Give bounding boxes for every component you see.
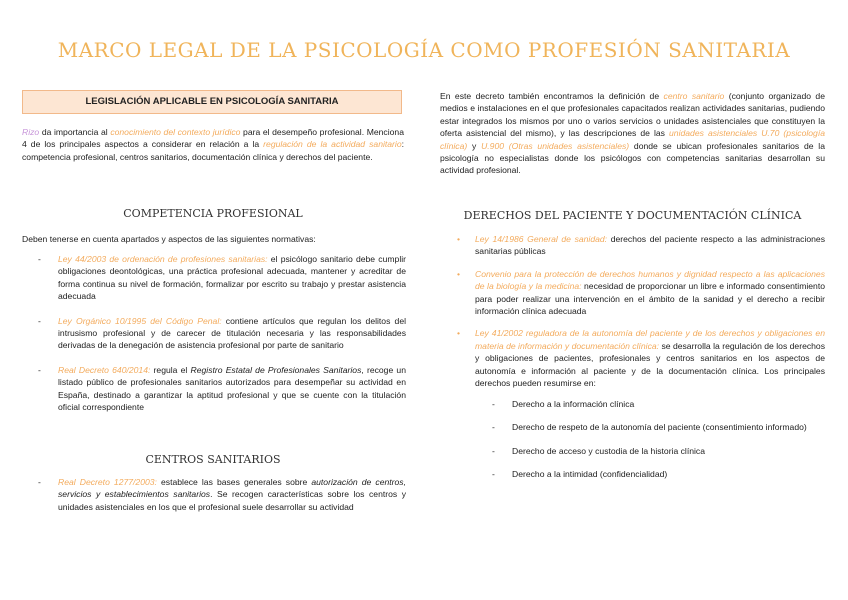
competencia-heading: COMPETENCIA PROFESIONAL: [123, 207, 303, 220]
page-title: MARCO LEGAL DE LA PSICOLOGÍA COMO PROFESIÓN SANITARIA: [57, 38, 791, 62]
competencia-list: [38, 253, 406, 425]
derechos-list: [455, 233, 825, 399]
list-item: • Ley 41/2002 reguladora de la autonomía del paciente y de los derechos y obligaciones en materia de información y documentación clínica: se desarrolla la regulación de los derechos y obligaciones de pacientes, profesionales y centros sanitarios en los aspectos de autonomía e información al paciente y de la documentación clínica. Los principales derechos pueden resumirse en:: [455, 327, 825, 389]
list-item: - Derecho de respeto de la autonomía del paciente (consentimiento informado): [492, 421, 825, 433]
list-item: - Ley 44/2003 de ordenación de profesiones sanitarias: el psicólogo sanitario debe cumplir obligaciones deontológicas, una práctica profesional adecuada, mantener y acreditar de forma continua su nivel de formación, formalizar por escrito su trabajo y prestar asistencia adecuada: [38, 253, 406, 303]
list-item: - Real Decreto 1277/2003: establece las bases generales sobre autorización de centros, servicios y establecimientos sanitarios. Se recogen características sobre los centros y unidades asistenciales en los que el profesional suele desarrollar su actividad: [38, 476, 406, 513]
list-item: - Derecho a la intimidad (confidencialidad): [492, 468, 825, 480]
right-intro-paragraph: En este decreto también encontramos la definición de centro sanitario (conjunto organizado de medios e instalaciones en el que profesionales capacitados realizan actividades sanitarias, pudiendo estar integrados los mismos por uno o varios servicios o unidades asistenciales que constituyen la oferta asistencial del mismo), y las descripciones de las unidades asistenciales U.70 (psicología clínica) y U.900 (Otras unidades asistenciales) donde se ubican profesionales sanitarios de la psicología no especialistas donde los psicólogos con competencias sanitarias desarrollan su actividad profesional.: [440, 91, 826, 176]
centros-list: [38, 476, 406, 525]
list-item: - Derecho de acceso y custodia de la historia clínica: [492, 445, 825, 457]
list-item: - Real Decreto 640/2014: regula el Registro Estatal de Profesionales Sanitarios, recoge un listado público de profesionales sanitarios autorizados para desempeñar su actividad en España, destinado a garantizar la aptitud profesional y que se cuente con la titulación oficial correspondiente: [38, 364, 406, 414]
competencia-lead: Deben tenerse en cuenta apartados y aspectos de las siguientes normativas:: [22, 234, 316, 244]
list-item: - Derecho a la información clínica: [492, 398, 825, 410]
intro-paragraph: Rizo da importancia al conocimiento del contexto jurídico para el desempeño profesional. Menciona 4 de los principales aspectos a considerar en relación a la regulación de la actividad sanitario: competencia profesional, centros sanitarios, documentación clínica y derechos del paciente.: [22, 127, 404, 162]
list-item: - Ley Orgánico 10/1995 del Código Penal: contiene artículos que regulan los delitos del intrusismo profesional y de carecer de titulación necesaria y las responsabilidades derivadas de la denegación de asistencia profesional por parte de sanitario: [38, 315, 406, 352]
list-item: • Convenio para la protección de derechos humanos y dignidad respecto a las aplicaciones de la biología y la medicina: necesidad de proporcionar un libre e informado consentimiento para poder realizar una intervención en el ámbito de la sanidad y el derecho a recibir información clínica adecuada: [455, 268, 825, 318]
centros-heading: CENTROS SANITARIOS: [145, 453, 281, 466]
section-box-heading: LEGISLACIÓN APLICABLE EN PSICOLOGÍA SANITARIA: [22, 90, 402, 114]
derechos-heading: DERECHOS DEL PACIENTE Y DOCUMENTACIÓN CLÍNICA: [463, 209, 802, 222]
rights-list: [492, 398, 825, 492]
list-item: • Ley 14/1986 General de sanidad: derechos del paciente respecto a las administraciones sanitarias públicas: [455, 233, 825, 258]
intro-author: Rizo: [22, 127, 40, 137]
